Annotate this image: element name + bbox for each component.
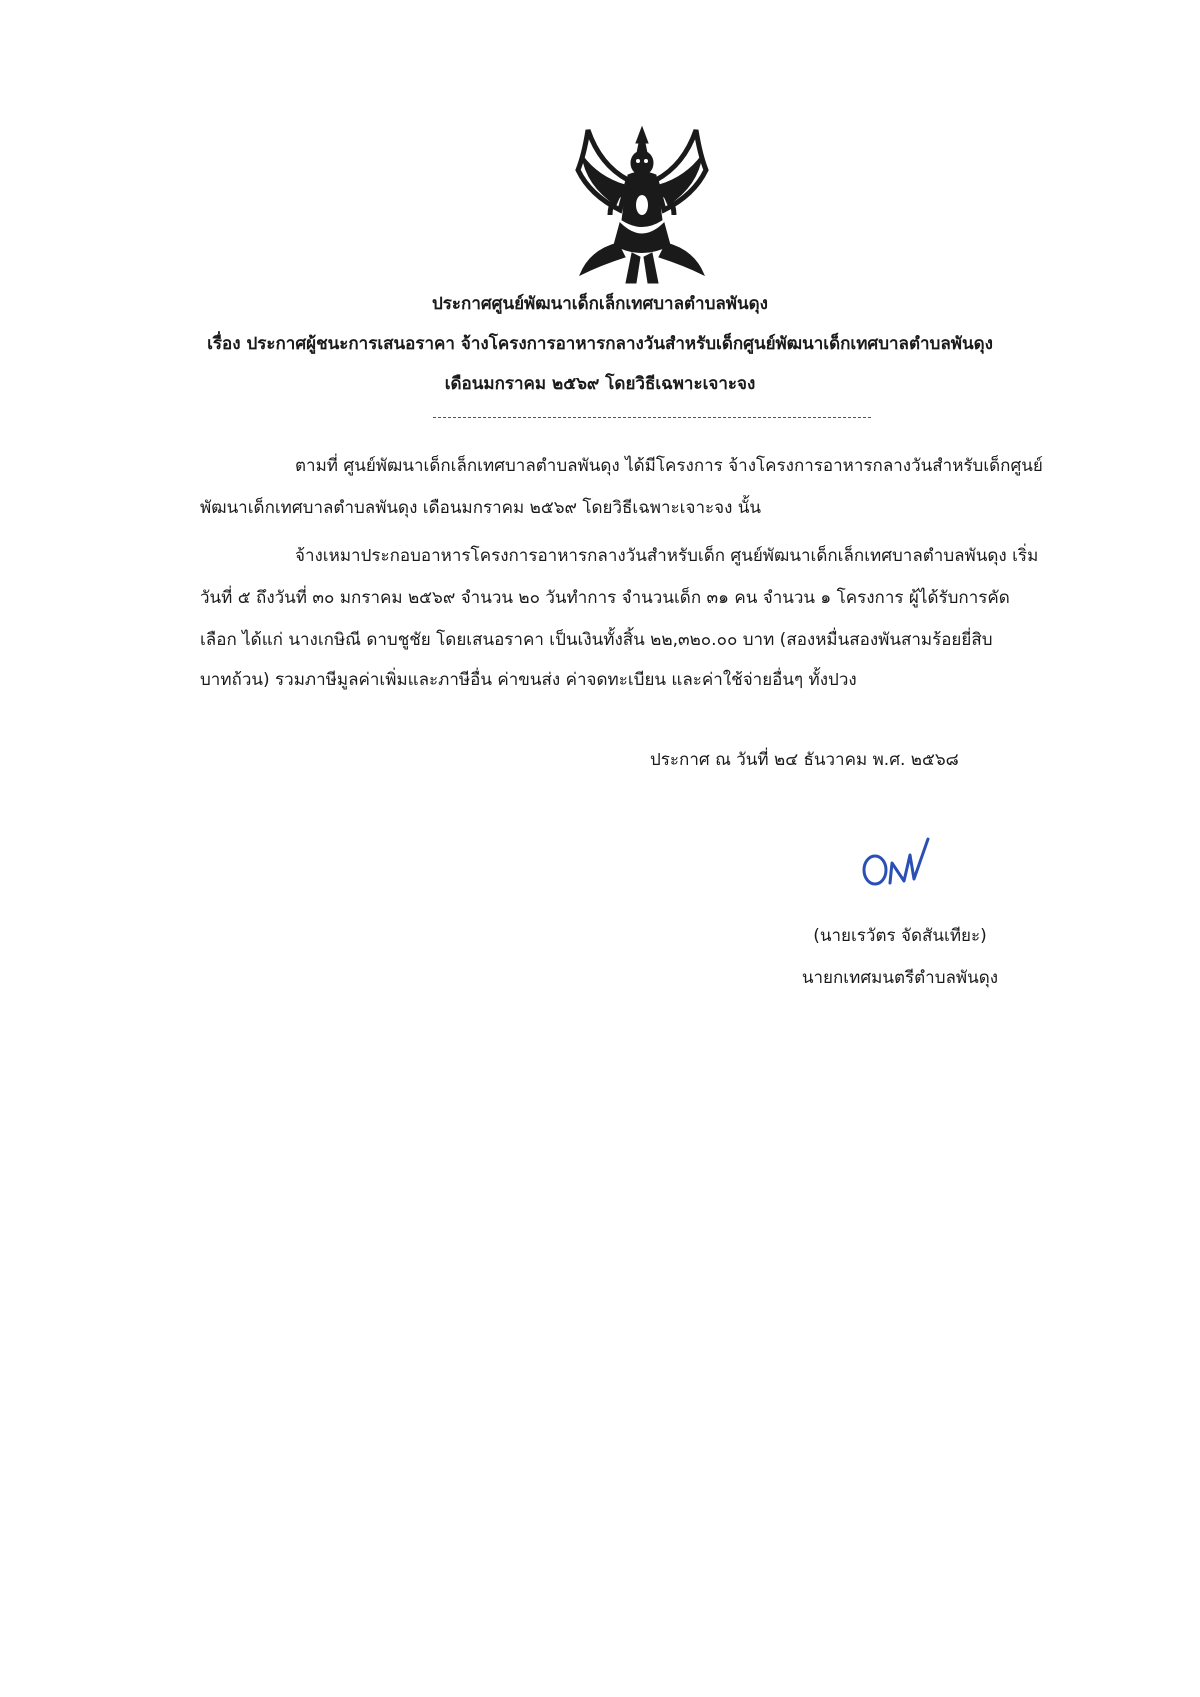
signatory-name: (นายเรวัตร จัดสันเทียะ) <box>813 926 987 946</box>
announcement-subject: เรื่อง ประกาศผู้ชนะการเสนอราคา จ้างโครงการอาหารกลางวันสำหรับเด็กศูนย์พัฒนาเด็กเทศบาลตำบลพันดุง <box>207 334 993 354</box>
announcement-subject-continued: เดือนมกราคม ๒๕๖๙ โดยวิธีเฉพาะเจาะจง <box>444 374 756 394</box>
paragraph-2-line-1: จ้างเหมาประกอบอาหารโครงการอาหารกลางวันสำหรับเด็ก ศูนย์พัฒนาเด็กเล็กเทศบาลตำบลพันดุง เริ่ม <box>295 546 1039 566</box>
handwritten-signature-icon <box>860 835 940 890</box>
garuda-emblem-icon <box>570 125 715 285</box>
signatory-position: นายกเทศมนตรีตำบลพันดุง <box>801 968 999 988</box>
announcement-date: ประกาศ ณ วันที่ ๒๔ ธันวาคม พ.ศ. ๒๕๖๘ <box>650 750 959 770</box>
paragraph-2-line-4: บาทถ้วน) รวมภาษีมูลค่าเพิ่มและภาษีอื่น ค่าขนส่ง ค่าจดทะเบียน และค่าใช้จ่ายอื่นๆ ทั้งปวง <box>200 670 857 690</box>
announcement-title: ประกาศศูนย์พัฒนาเด็กเล็กเทศบาลตำบลพันดุง <box>432 294 768 314</box>
title-divider <box>433 417 871 418</box>
paragraph-2-line-3: เลือก ได้แก่ นางเกษิณี ดาบชูชัย โดยเสนอราคา เป็นเงินทั้งสิ้น ๒๒,๓๒๐.๐๐ บาท (สองหมื่นสองพันสามร้อยยี่สิบ <box>200 630 993 650</box>
paragraph-1-line-2: พัฒนาเด็กเทศบาลตำบลพันดุง เดือนมกราคม ๒๕๖๙ โดยวิธีเฉพาะเจาะจง นั้น <box>200 498 762 518</box>
paragraph-2-line-2: วันที่ ๕ ถึงวันที่ ๓๐ มกราคม ๒๕๖๙ จำนวน ๒๐ วันทำการ จำนวนเด็ก ๓๑ คน จำนวน ๑ โครงการ ผู้ได้รับการคัด <box>200 588 1010 608</box>
paragraph-1-line-1: ตามที่ ศูนย์พัฒนาเด็กเล็กเทศบาลตำบลพันดุง ได้มีโครงการ จ้างโครงการอาหารกลางวันสำหรับเด็กศูนย์ <box>295 456 1043 476</box>
